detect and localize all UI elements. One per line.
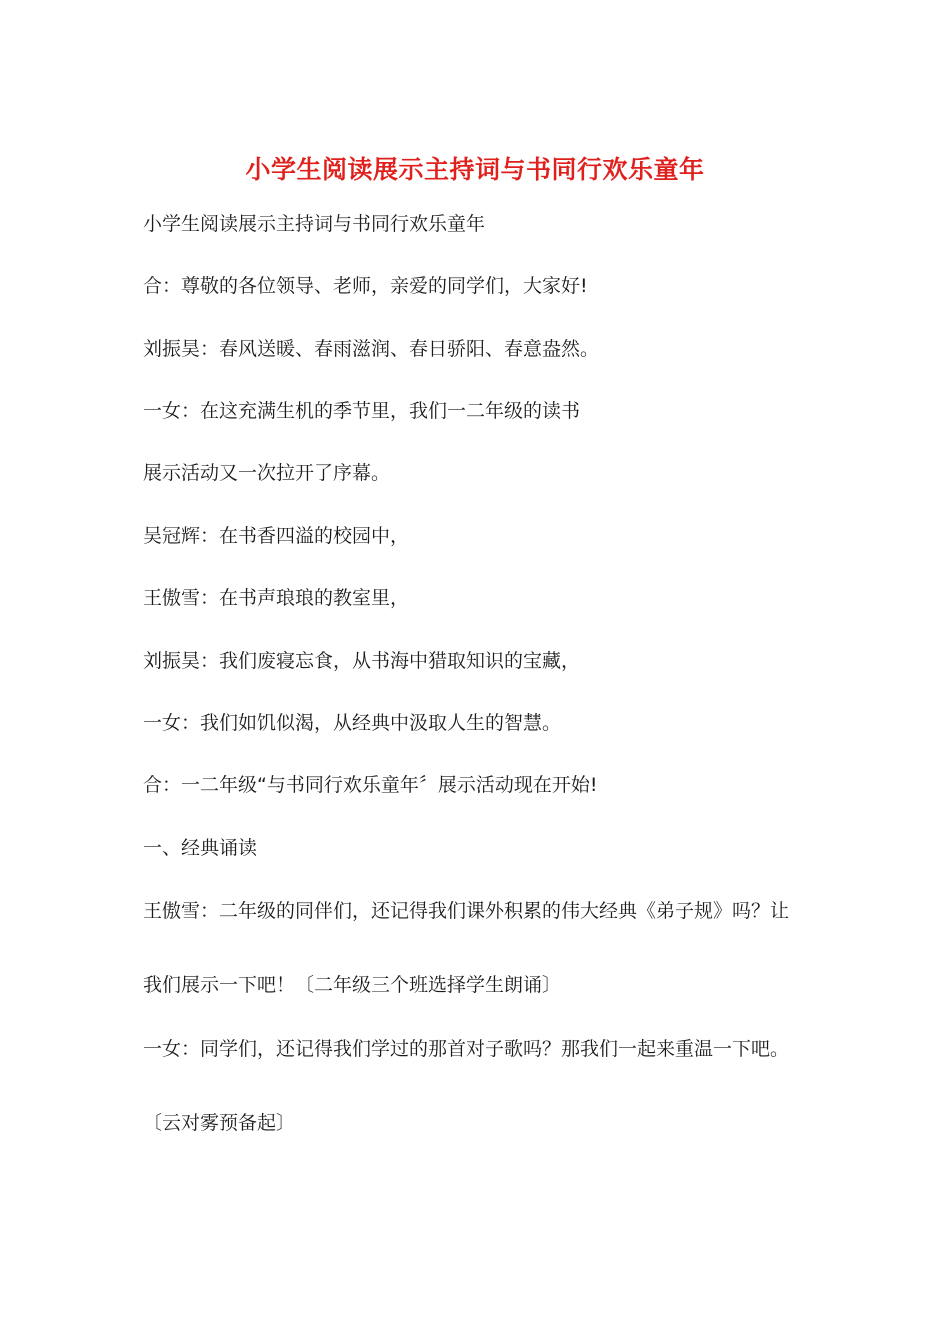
paragraph-line: 一女：我们如饥似渴，从经典中汲取人生的智慧。 bbox=[143, 712, 562, 734]
paragraph-line: 一女：同学们，还记得我们学过的那首对子歌吗？那我们一起来重温一下吧。 bbox=[143, 1038, 790, 1060]
paragraph-line: 刘振昊：春风送暖、春雨滋润、春日骄阳、春意盎然。 bbox=[143, 338, 600, 360]
paragraph-line: 王傲雪：二年级的同伴们，还记得我们课外积累的伟大经典《弟子规》吗？让 bbox=[143, 900, 790, 922]
paragraph-line: 刘振昊：我们废寝忘食，从书海中猎取知识的宝藏， bbox=[143, 650, 581, 672]
paragraph-line: 吴冠辉：在书香四溢的校园中， bbox=[143, 525, 410, 547]
paragraph-greeting: 合：尊敬的各位领导、老师，亲爱的同学们，大家好! bbox=[143, 275, 588, 297]
paragraph-subtitle: 小学生阅读展示主持词与书同行欢乐童年 bbox=[143, 213, 486, 235]
paragraph-line: 〔云对雾预备起〕 bbox=[143, 1112, 296, 1134]
paragraph-line: 一女：在这充满生机的季节里，我们一二年级的读书 bbox=[143, 400, 581, 422]
document-title: 小学生阅读展示主持词与书同行欢乐童年 bbox=[245, 155, 705, 184]
section-heading: 一、经典诵读 bbox=[143, 837, 258, 859]
paragraph-line: 王傲雪：在书声琅琅的教室里， bbox=[143, 587, 410, 609]
paragraph-line: 合：一二年级“与书同行欢乐童年〞展示活动现在开始! bbox=[143, 774, 598, 796]
paragraph-line: 展示活动又一次拉开了序幕。 bbox=[143, 462, 391, 484]
paragraph-line: 我们展示一下吧！〔二年级三个班选择学生朗诵〕 bbox=[143, 974, 562, 996]
